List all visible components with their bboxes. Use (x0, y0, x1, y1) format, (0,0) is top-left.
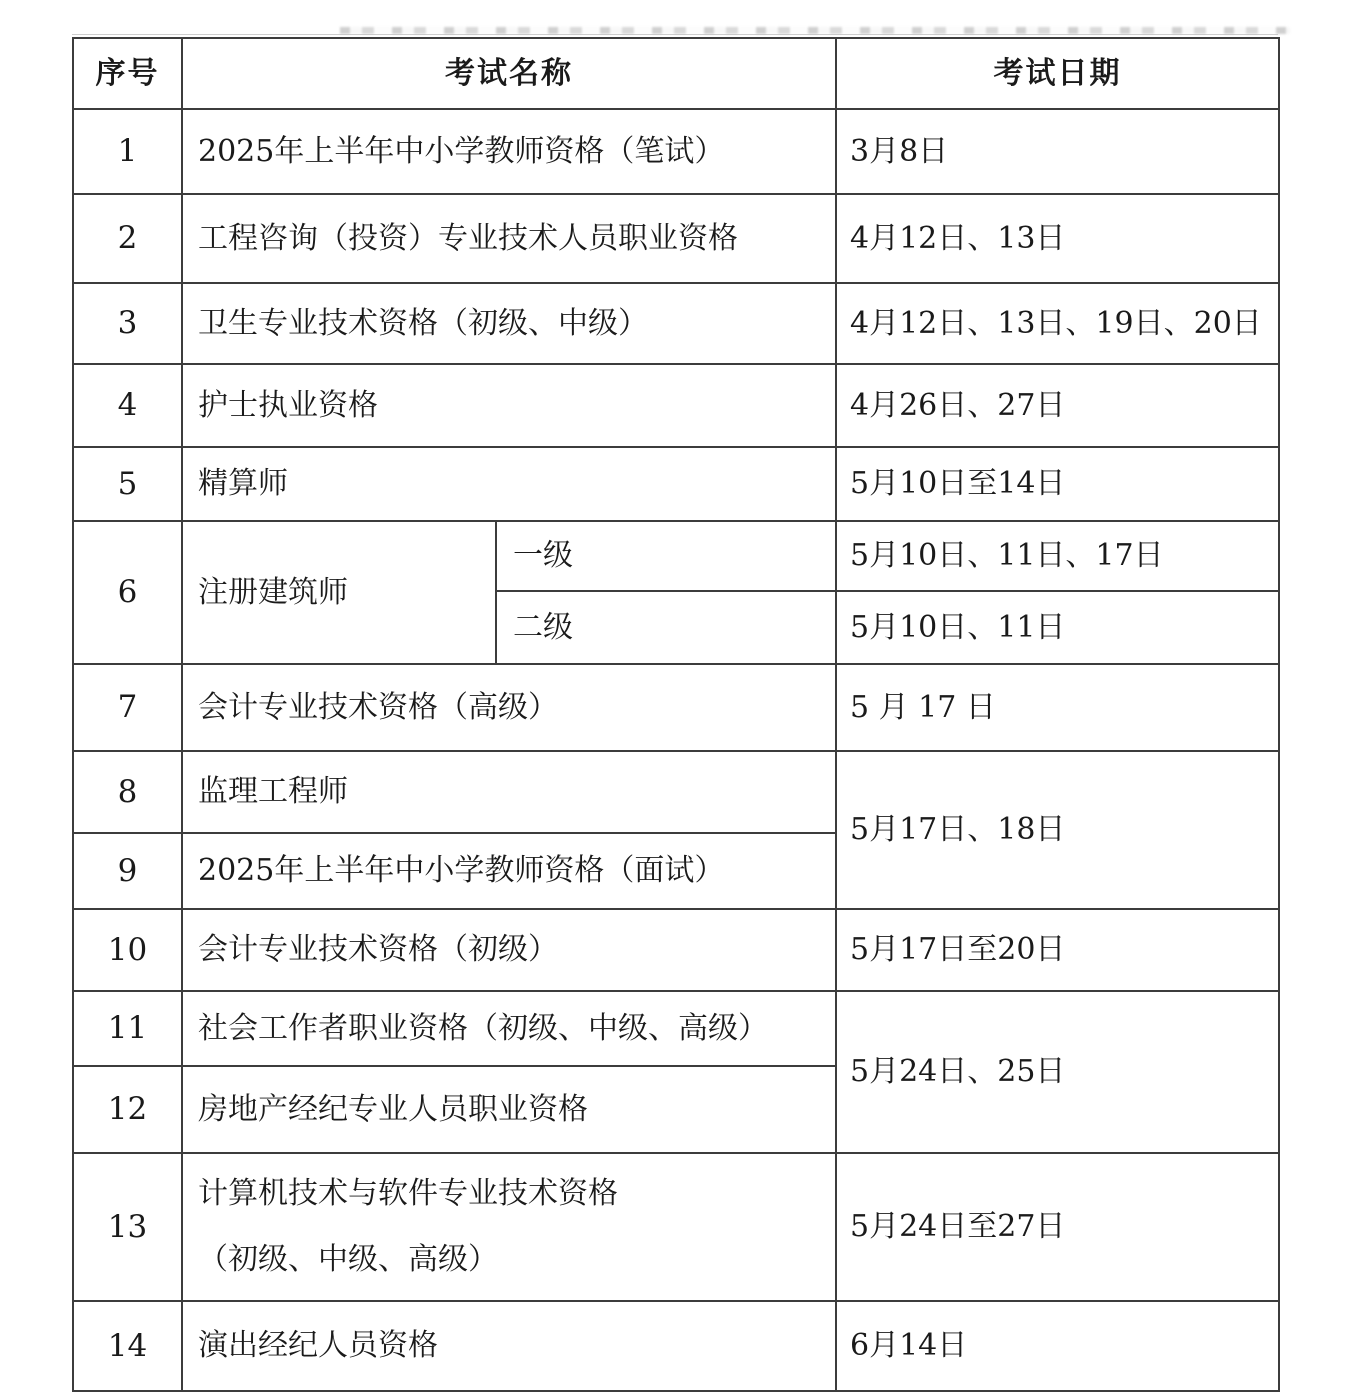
row-1-number: 1 (73, 109, 182, 194)
row-6-level-1: 一级 (496, 521, 836, 591)
row-10-number: 10 (73, 909, 182, 991)
row-11-exam-name: 社会工作者职业资格（初级、中级、高级） (182, 991, 836, 1066)
row-2-exam-date: 4月12日、13日 (836, 194, 1279, 283)
table-row (73, 283, 1279, 364)
row-14-number: 14 (73, 1301, 182, 1391)
row-2-exam-name: 工程咨询（投资）专业技术人员职业资格 (182, 194, 836, 283)
row-13-number: 13 (73, 1153, 182, 1301)
row-9-number: 9 (73, 833, 182, 909)
row-13-exam-date: 5月24日至27日 (836, 1153, 1279, 1301)
header-name: 考试名称 (182, 38, 836, 109)
row-14-exam-name: 演出经纪人员资格 (182, 1301, 836, 1391)
row-12-exam-name: 房地产经纪专业人员职业资格 (182, 1066, 836, 1153)
table-row (73, 1153, 1279, 1301)
row-13-exam-name-line-2: （初级、中级、高级） (198, 1242, 498, 1277)
row-2-number: 2 (73, 194, 182, 283)
row-8-exam-name: 监理工程师 (182, 751, 836, 833)
table-row (73, 751, 1279, 833)
table-row (73, 364, 1279, 447)
row-9-exam-name: 2025年上半年中小学教师资格（面试） (182, 833, 836, 909)
row-1-exam-name: 2025年上半年中小学教师资格（笔试） (182, 109, 836, 194)
row-8-number: 8 (73, 751, 182, 833)
table-row (73, 1301, 1279, 1391)
scan-artifact-line (72, 34, 1278, 35)
row-7-exam-date: 5 月 17 日 (836, 664, 1279, 751)
row-5-exam-name: 精算师 (182, 447, 836, 521)
header-no: 序号 (73, 38, 182, 109)
row-3-exam-name: 卫生专业技术资格（初级、中级） (182, 283, 836, 364)
row-6-level-2: 二级 (496, 591, 836, 664)
row-11-12-exam-date: 5月24日、25日 (836, 991, 1279, 1153)
header-row (73, 38, 1279, 109)
row-6-level-1-date: 5月10日、11日、17日 (836, 521, 1279, 591)
row-7-number: 7 (73, 664, 182, 751)
row-6-number: 6 (73, 521, 182, 664)
table-row (73, 521, 1279, 591)
row-14-exam-date: 6月14日 (836, 1301, 1279, 1391)
table-row (73, 909, 1279, 991)
row-6-level-2-date: 5月10日、11日 (836, 591, 1279, 664)
row-10-exam-name: 会计专业技术资格（初级） (182, 909, 836, 991)
table-row (73, 664, 1279, 751)
header-date: 考试日期 (836, 38, 1279, 109)
row-1-exam-date: 3月8日 (836, 109, 1279, 194)
row-4-number: 4 (73, 364, 182, 447)
row-3-exam-date: 4月12日、13日、19日、20日 (836, 283, 1279, 364)
row-4-exam-name: 护士执业资格 (182, 364, 836, 447)
scan-artifact (340, 27, 1290, 34)
row-8-9-exam-date: 5月17日、18日 (836, 751, 1279, 909)
row-10-exam-date: 5月17日至20日 (836, 909, 1279, 991)
table-row (73, 109, 1279, 194)
table-row (73, 991, 1279, 1066)
table-row (73, 194, 1279, 283)
row-13-exam-name-line-1: 计算机技术与软件专业技术资格 (198, 1176, 618, 1211)
row-5-exam-date: 5月10日至14日 (836, 447, 1279, 521)
row-7-exam-name: 会计专业技术资格（高级） (182, 664, 836, 751)
row-3-number: 3 (73, 283, 182, 364)
exam-schedule-table (72, 37, 1280, 1392)
row-12-number: 12 (73, 1066, 182, 1153)
row-6-exam-name: 注册建筑师 (182, 521, 496, 664)
row-4-exam-date: 4月26日、27日 (836, 364, 1279, 447)
row-11-number: 11 (73, 991, 182, 1066)
table-row (73, 447, 1279, 521)
row-13-exam-name (182, 1153, 836, 1301)
row-5-number: 5 (73, 447, 182, 521)
